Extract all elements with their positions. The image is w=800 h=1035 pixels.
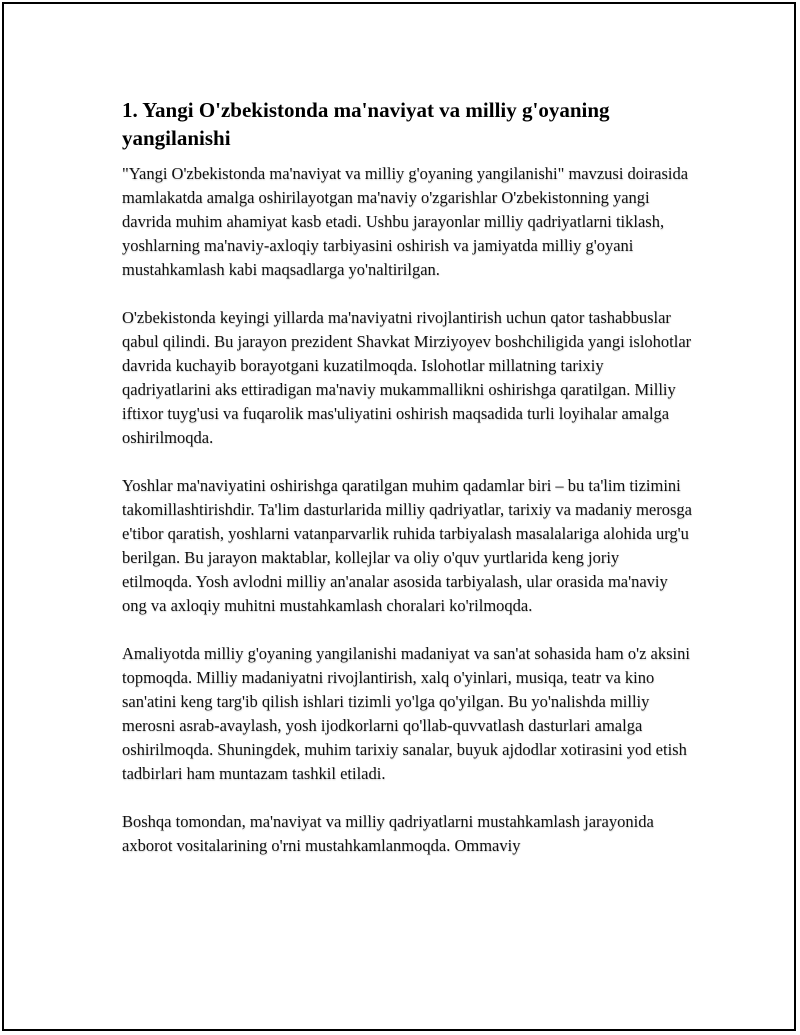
- document-body: [122, 96, 692, 882]
- section-heading: 1. Yangi O'zbekistonda ma'naviyat va milliy g'oyaning yangilanishi: [122, 98, 610, 150]
- paragraph-3: Yoshlar ma'naviyatini oshirishga qaratilgan muhim qadamlar biri – bu ta'lim tizimini takomillashtirishdir. Ta'lim dasturlarida milliy qadriyatlar, tarixiy va madaniy merosga e'tibor qaratish, yoshlarni vatanparvarlik ruhida tarbiyalash masalalariga alohida urg'u berilgan. Bu jarayon maktablar, kollejlar va oliy o'quv yurtlarida keng joriy etilmoqda. Yosh avlodni milliy an'analar asosida tarbiyalash, ular orasida ma'naviy ong va axloqiy muhitni mustahkamlash choralari ko'rilmoqda.: [122, 476, 692, 615]
- paragraph-1: "Yangi O'zbekistonda ma'naviyat va milliy g'oyaning yangilanishi" mavzusi doirasida mamlakatda amalga oshirilayotgan ma'naviy o'zgarishlar O'zbekistonning yangi davrida muhim ahamiyat kasb etadi. Ushbu jarayonlar milliy qadriyatlarni tiklash, yoshlarning ma'naviy-axloqiy tarbiyasini oshirish va jamiyatda milliy g'oyani mustahkamlash kabi maqsadlarga yo'naltirilgan.: [122, 164, 689, 279]
- page-frame: [2, 2, 796, 1031]
- paragraph-5: Boshqa tomondan, ma'naviyat va milliy qadriyatlarni mustahkamlash jarayonida axborot vositalarining o'rni mustahkamlanmoqda. Ommaviy: [122, 812, 654, 855]
- paragraph-4: Amaliyotda milliy g'oyaning yangilanishi madaniyat va san'at sohasida ham o'z aksini topmoqda. Milliy madaniyatni rivojlantirish, xalq o'yinlari, musiqa, teatr va kino san'atini keng targ'ib qilish ishlari tizimli yo'lga qo'yilgan. Bu yo'nalishda milliy merosni asrab-avaylash, yosh ijodkorlarni qo'llab-quvvatlash dasturlari amalga oshirilmoqda. Shuningdek, muhim tarixiy sanalar, buyuk ajdodlar xotirasini yod etish tadbirlari ham muntazam tashkil etiladi.: [122, 644, 690, 783]
- paragraph-2: O'zbekistonda keyingi yillarda ma'naviyatni rivojlantirish uchun qator tashabbuslar qabul qilindi. Bu jarayon prezident Shavkat Mirziyoyev boshchiligida yangi islohotlar davrida kuchayib borayotgani kuzatilmoqda. Islohotlar millatning tarixiy qadriyatlarini aks ettiradigan ma'naviy mukammallikni oshirishga qaratilgan. Milliy iftixor tuyg'usi va fuqarolik mas'uliyatini oshirish maqsadida turli loyihalar amalga oshirilmoqda.: [122, 308, 692, 447]
